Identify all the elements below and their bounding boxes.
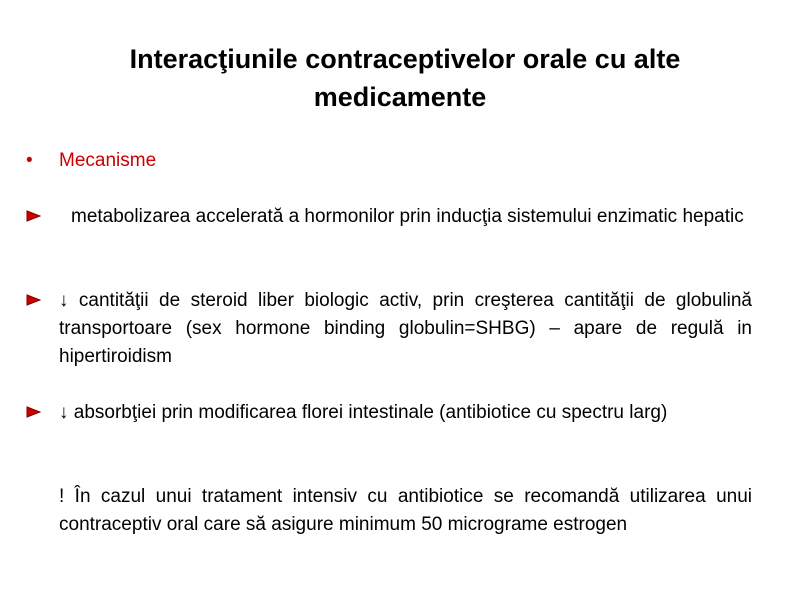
red-triangle-bullet-icon xyxy=(26,406,41,418)
slide-title xyxy=(40,40,760,116)
point-3-text: ↓ absorbţiei prin modificarea florei intestinale (antibiotice cu spectru larg) xyxy=(59,402,668,423)
slide-title-line-2: medicamente xyxy=(313,82,487,112)
point-2-text: ↓ cantităţii de steroid liber biologic activ, prin creşterea cantităţii de globulină transportoare (sex hormone binding globulin=SHBG) – apare de regulă in hipertiroidism xyxy=(59,290,752,367)
slide-title-line-1: Interacţiunile contraceptivelor orale cu alte xyxy=(129,44,681,74)
red-triangle-bullet-icon xyxy=(26,294,41,306)
heading-mecanisme: Mecanisme xyxy=(59,150,157,171)
point-1-text: metabolizarea accelerată a hormonilor prin inducţia sistemului enzimatic hepatic xyxy=(71,206,744,227)
red-dot-bullet-icon: • xyxy=(26,150,33,171)
red-triangle-bullet-icon xyxy=(26,210,41,222)
antibiotic-note: ! În cazul unui tratament intensiv cu antibiotice se recomandă utilizarea unui contraceptiv oral care să asigure minimum 50 micrograme estrogen xyxy=(59,486,752,535)
